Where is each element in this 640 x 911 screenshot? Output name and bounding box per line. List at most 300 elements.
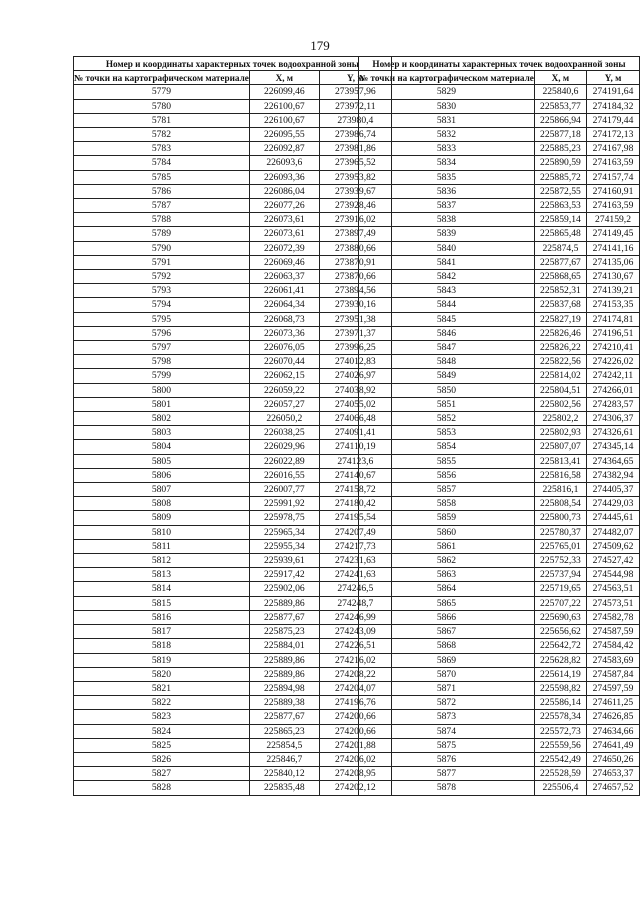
point-number-cell: 5803 — [74, 426, 250, 440]
point-number-cell: 5873 — [359, 710, 535, 724]
y-coordinate-cell: 274191,64 — [587, 85, 640, 99]
x-coordinate-cell: 225875,23 — [249, 625, 319, 639]
table-row — [359, 341, 640, 355]
point-number-cell: 5819 — [74, 653, 250, 667]
y-coordinate-cell: 274141,16 — [587, 241, 640, 255]
x-coordinate-cell: 225656,62 — [534, 625, 586, 639]
table-row — [74, 781, 392, 795]
point-number-cell: 5814 — [74, 582, 250, 596]
table-row — [74, 653, 392, 667]
y-coordinate-cell: 274326,61 — [587, 426, 640, 440]
table-row — [74, 142, 392, 156]
table-row — [74, 610, 392, 624]
x-coordinate-cell: 226057,27 — [249, 397, 319, 411]
x-coordinate-cell: 226076,05 — [249, 341, 319, 355]
y-coordinate-cell: 274184,32 — [587, 99, 640, 113]
y-coordinate-cell: 274626,85 — [587, 710, 640, 724]
y-coordinate-cell: 274634,66 — [587, 724, 640, 738]
y-coordinate-cell: 274283,57 — [587, 397, 640, 411]
table-row — [74, 625, 392, 639]
table-row — [359, 781, 640, 795]
y-coordinate-cell: 274653,37 — [587, 767, 640, 781]
x-coordinate-cell: 226068,73 — [249, 312, 319, 326]
y-coordinate-cell: 273953,82 — [319, 170, 391, 184]
table-row — [359, 312, 640, 326]
y-coordinate-cell: 274174,81 — [587, 312, 640, 326]
point-number-cell: 5870 — [359, 667, 535, 681]
point-number-cell: 5837 — [359, 199, 535, 213]
column-header-y: Y, м — [587, 71, 640, 85]
table-row — [359, 355, 640, 369]
y-coordinate-cell: 274208,22 — [319, 667, 391, 681]
y-coordinate-cell: 273870,66 — [319, 270, 391, 284]
table-row — [359, 767, 640, 781]
y-coordinate-cell: 273981,86 — [319, 142, 391, 156]
point-number-cell: 5862 — [359, 554, 535, 568]
x-coordinate-cell: 225572,73 — [534, 724, 586, 738]
y-coordinate-cell: 274200,66 — [319, 724, 391, 738]
table-row — [74, 767, 392, 781]
table-row — [74, 326, 392, 340]
table-row — [359, 127, 640, 141]
table-row — [74, 554, 392, 568]
x-coordinate-cell: 225614,19 — [534, 667, 586, 681]
y-coordinate-cell: 274216,02 — [319, 653, 391, 667]
x-coordinate-cell: 225853,77 — [534, 99, 586, 113]
point-number-cell: 5844 — [359, 298, 535, 312]
table-row — [359, 596, 640, 610]
point-number-cell: 5788 — [74, 213, 250, 227]
table-row — [359, 142, 640, 156]
point-number-cell: 5847 — [359, 341, 535, 355]
table-row — [74, 156, 392, 170]
table-row — [74, 596, 392, 610]
point-number-cell: 5849 — [359, 369, 535, 383]
y-coordinate-cell: 274382,94 — [587, 468, 640, 482]
point-number-cell: 5784 — [74, 156, 250, 170]
x-coordinate-cell: 225802,56 — [534, 397, 586, 411]
x-coordinate-cell: 225965,34 — [249, 525, 319, 539]
x-coordinate-cell: 225719,65 — [534, 582, 586, 596]
point-number-cell: 5829 — [359, 85, 535, 99]
y-coordinate-cell: 274429,03 — [587, 497, 640, 511]
point-number-cell: 5855 — [359, 454, 535, 468]
table-row — [74, 170, 392, 184]
table-row — [74, 667, 392, 681]
point-number-cell: 5871 — [359, 681, 535, 695]
y-coordinate-cell: 273980,4 — [319, 113, 391, 127]
point-number-cell: 5875 — [359, 738, 535, 752]
table-row — [74, 738, 392, 752]
y-coordinate-cell: 274012,83 — [319, 355, 391, 369]
table-row — [359, 284, 640, 298]
point-number-cell: 5878 — [359, 781, 535, 795]
table-row — [74, 227, 392, 241]
x-coordinate-cell: 225780,37 — [534, 525, 586, 539]
x-coordinate-cell: 225917,42 — [249, 568, 319, 582]
x-coordinate-cell: 225852,31 — [534, 284, 586, 298]
point-number-cell: 5866 — [359, 610, 535, 624]
point-number-cell: 5842 — [359, 270, 535, 284]
x-coordinate-cell: 226029,96 — [249, 440, 319, 454]
point-number-cell: 5807 — [74, 483, 250, 497]
y-coordinate-cell: 274091,41 — [319, 426, 391, 440]
x-coordinate-cell: 225840,6 — [534, 85, 586, 99]
x-coordinate-cell: 226059,22 — [249, 383, 319, 397]
point-number-cell: 5834 — [359, 156, 535, 170]
x-coordinate-cell: 225889,38 — [249, 696, 319, 710]
point-number-cell: 5868 — [359, 639, 535, 653]
point-number-cell: 5820 — [74, 667, 250, 681]
table-row — [359, 539, 640, 553]
x-coordinate-cell: 226073,36 — [249, 326, 319, 340]
table-row — [74, 497, 392, 511]
table-caption: Номер и координаты характерных точек водоохранной зоны — [74, 57, 392, 71]
x-coordinate-cell: 225690,63 — [534, 610, 586, 624]
x-coordinate-cell: 226007,77 — [249, 483, 319, 497]
table-row — [359, 241, 640, 255]
y-coordinate-cell: 274563,51 — [587, 582, 640, 596]
point-number-cell: 5831 — [359, 113, 535, 127]
table-row — [74, 752, 392, 766]
table-row — [359, 582, 640, 596]
table-row — [359, 625, 640, 639]
table-row — [359, 554, 640, 568]
x-coordinate-cell: 225846,7 — [249, 752, 319, 766]
point-number-cell: 5836 — [359, 184, 535, 198]
y-coordinate-cell: 274195,54 — [319, 511, 391, 525]
x-coordinate-cell: 225802,93 — [534, 426, 586, 440]
point-number-cell: 5830 — [359, 99, 535, 113]
table-row — [359, 724, 640, 738]
point-number-cell: 5815 — [74, 596, 250, 610]
point-number-cell: 5867 — [359, 625, 535, 639]
coordinates-table-right — [358, 56, 640, 796]
x-coordinate-cell: 225865,48 — [534, 227, 586, 241]
point-number-cell: 5792 — [74, 270, 250, 284]
x-coordinate-cell: 225598,82 — [534, 681, 586, 695]
x-coordinate-cell: 225885,72 — [534, 170, 586, 184]
x-coordinate-cell: 225889,86 — [249, 667, 319, 681]
point-number-cell: 5780 — [74, 99, 250, 113]
y-coordinate-cell: 274172,13 — [587, 127, 640, 141]
y-coordinate-cell: 273971,37 — [319, 326, 391, 340]
table-row — [74, 568, 392, 582]
x-coordinate-cell: 226100,67 — [249, 113, 319, 127]
y-coordinate-cell: 273957,96 — [319, 85, 391, 99]
x-coordinate-cell: 226093,6 — [249, 156, 319, 170]
table-row — [359, 326, 640, 340]
table-row — [359, 568, 640, 582]
table-row — [74, 454, 392, 468]
x-coordinate-cell: 225816,58 — [534, 468, 586, 482]
y-coordinate-cell: 274163,59 — [587, 199, 640, 213]
y-coordinate-cell: 273916,02 — [319, 213, 391, 227]
y-coordinate-cell: 273965,52 — [319, 156, 391, 170]
table-row — [359, 412, 640, 426]
table-caption: Номер и координаты характерных точек водоохранной зоны — [359, 57, 640, 71]
x-coordinate-cell: 225902,06 — [249, 582, 319, 596]
y-coordinate-cell: 274583,69 — [587, 653, 640, 667]
y-coordinate-cell: 274149,45 — [587, 227, 640, 241]
table-row — [74, 113, 392, 127]
x-coordinate-cell: 225889,86 — [249, 596, 319, 610]
point-number-cell: 5861 — [359, 539, 535, 553]
table-row — [74, 241, 392, 255]
point-number-cell: 5797 — [74, 341, 250, 355]
x-coordinate-cell: 226050,2 — [249, 412, 319, 426]
y-coordinate-cell: 274038,92 — [319, 383, 391, 397]
x-coordinate-cell: 225955,34 — [249, 539, 319, 553]
point-number-cell: 5850 — [359, 383, 535, 397]
point-number-cell: 5825 — [74, 738, 250, 752]
point-number-cell: 5798 — [74, 355, 250, 369]
y-coordinate-cell: 274180,42 — [319, 497, 391, 511]
point-number-cell: 5859 — [359, 511, 535, 525]
point-number-cell: 5795 — [74, 312, 250, 326]
point-number-cell: 5851 — [359, 397, 535, 411]
column-header-point: № точки на картографическом материале — [74, 71, 250, 85]
y-coordinate-cell: 273870,91 — [319, 255, 391, 269]
x-coordinate-cell: 226073,61 — [249, 213, 319, 227]
point-number-cell: 5828 — [74, 781, 250, 795]
table-row — [74, 270, 392, 284]
y-coordinate-cell: 274140,67 — [319, 468, 391, 482]
table-row — [74, 468, 392, 482]
table-row — [359, 113, 640, 127]
point-number-cell: 5856 — [359, 468, 535, 482]
table-row — [359, 738, 640, 752]
y-coordinate-cell: 274066,48 — [319, 412, 391, 426]
y-coordinate-cell: 274179,44 — [587, 113, 640, 127]
y-coordinate-cell: 274573,51 — [587, 596, 640, 610]
x-coordinate-cell: 225807,07 — [534, 440, 586, 454]
point-number-cell: 5818 — [74, 639, 250, 653]
y-coordinate-cell: 274246,5 — [319, 582, 391, 596]
table-row — [74, 213, 392, 227]
point-number-cell: 5787 — [74, 199, 250, 213]
point-number-cell: 5827 — [74, 767, 250, 781]
y-coordinate-cell: 274582,78 — [587, 610, 640, 624]
point-number-cell: 5840 — [359, 241, 535, 255]
x-coordinate-cell: 225877,67 — [534, 255, 586, 269]
x-coordinate-cell: 226064,34 — [249, 298, 319, 312]
y-coordinate-cell: 274139,21 — [587, 284, 640, 298]
y-coordinate-cell: 274226,02 — [587, 355, 640, 369]
table-body-left — [74, 85, 392, 795]
y-coordinate-cell: 274123,6 — [319, 454, 391, 468]
x-coordinate-cell: 225737,94 — [534, 568, 586, 582]
table-row — [359, 99, 640, 113]
point-number-cell: 5812 — [74, 554, 250, 568]
x-coordinate-cell: 226092,87 — [249, 142, 319, 156]
point-number-cell: 5853 — [359, 426, 535, 440]
y-coordinate-cell: 274364,65 — [587, 454, 640, 468]
point-number-cell: 5790 — [74, 241, 250, 255]
x-coordinate-cell: 225752,33 — [534, 554, 586, 568]
point-number-cell: 5863 — [359, 568, 535, 582]
point-number-cell: 5860 — [359, 525, 535, 539]
table-row — [74, 483, 392, 497]
point-number-cell: 5822 — [74, 696, 250, 710]
point-number-cell: 5843 — [359, 284, 535, 298]
point-number-cell: 5821 — [74, 681, 250, 695]
point-number-cell: 5823 — [74, 710, 250, 724]
table-row — [359, 170, 640, 184]
table-row — [359, 454, 640, 468]
column-header-x: X, м — [534, 71, 586, 85]
table-row — [359, 710, 640, 724]
point-number-cell: 5846 — [359, 326, 535, 340]
y-coordinate-cell: 273897,49 — [319, 227, 391, 241]
x-coordinate-cell: 226077,26 — [249, 199, 319, 213]
table-row — [74, 525, 392, 539]
table-row — [359, 85, 640, 99]
x-coordinate-cell: 226038,25 — [249, 426, 319, 440]
table-row — [74, 85, 392, 99]
point-number-cell: 5854 — [359, 440, 535, 454]
y-coordinate-cell: 274587,59 — [587, 625, 640, 639]
point-number-cell: 5793 — [74, 284, 250, 298]
y-coordinate-cell: 273939,67 — [319, 184, 391, 198]
y-coordinate-cell: 274202,12 — [319, 781, 391, 795]
x-coordinate-cell: 225885,23 — [534, 142, 586, 156]
column-header-point: № точки на картографическом материале — [359, 71, 535, 85]
x-coordinate-cell: 225816,1 — [534, 483, 586, 497]
x-coordinate-cell: 225868,65 — [534, 270, 586, 284]
point-number-cell: 5833 — [359, 142, 535, 156]
table-row — [359, 483, 640, 497]
table-row — [359, 383, 640, 397]
x-coordinate-cell: 225542,49 — [534, 752, 586, 766]
y-coordinate-cell: 274306,37 — [587, 412, 640, 426]
point-number-cell: 5800 — [74, 383, 250, 397]
y-coordinate-cell: 274153,35 — [587, 298, 640, 312]
y-coordinate-cell: 274657,52 — [587, 781, 640, 795]
y-coordinate-cell: 274217,73 — [319, 539, 391, 553]
y-coordinate-cell: 274587,84 — [587, 667, 640, 681]
table-row — [359, 213, 640, 227]
point-number-cell: 5813 — [74, 568, 250, 582]
y-coordinate-cell: 274130,67 — [587, 270, 640, 284]
x-coordinate-cell: 225642,72 — [534, 639, 586, 653]
table-row — [359, 298, 640, 312]
y-coordinate-cell: 274210,41 — [587, 341, 640, 355]
point-number-cell: 5808 — [74, 497, 250, 511]
table-row — [74, 369, 392, 383]
table-row — [74, 724, 392, 738]
table-row — [74, 184, 392, 198]
table-row — [74, 681, 392, 695]
table-row — [359, 525, 640, 539]
x-coordinate-cell: 225978,75 — [249, 511, 319, 525]
table-row — [74, 99, 392, 113]
point-number-cell: 5802 — [74, 412, 250, 426]
x-coordinate-cell: 226093,36 — [249, 170, 319, 184]
point-number-cell: 5791 — [74, 255, 250, 269]
point-number-cell: 5785 — [74, 170, 250, 184]
x-coordinate-cell: 225826,22 — [534, 341, 586, 355]
table-row — [359, 752, 640, 766]
table-row — [359, 653, 640, 667]
y-coordinate-cell: 274246,99 — [319, 610, 391, 624]
x-coordinate-cell: 225866,94 — [534, 113, 586, 127]
table-row — [74, 284, 392, 298]
x-coordinate-cell: 226061,41 — [249, 284, 319, 298]
table-row — [74, 639, 392, 653]
column-header-y: Y, м — [319, 71, 391, 85]
x-coordinate-cell: 225827,19 — [534, 312, 586, 326]
table-row — [359, 397, 640, 411]
table-row — [359, 497, 640, 511]
y-coordinate-cell: 274611,25 — [587, 696, 640, 710]
x-coordinate-cell: 226070,44 — [249, 355, 319, 369]
point-number-cell: 5835 — [359, 170, 535, 184]
table-row — [359, 184, 640, 198]
point-number-cell: 5781 — [74, 113, 250, 127]
y-coordinate-cell: 274206,02 — [319, 752, 391, 766]
y-coordinate-cell: 273996,25 — [319, 341, 391, 355]
x-coordinate-cell: 225528,59 — [534, 767, 586, 781]
table-row — [74, 298, 392, 312]
point-number-cell: 5841 — [359, 255, 535, 269]
coordinates-table-left — [73, 56, 392, 796]
x-coordinate-cell: 225840,12 — [249, 767, 319, 781]
table-row — [74, 312, 392, 326]
y-coordinate-cell: 273972,11 — [319, 99, 391, 113]
point-number-cell: 5857 — [359, 483, 535, 497]
table-row — [74, 355, 392, 369]
table-row — [359, 369, 640, 383]
point-number-cell: 5865 — [359, 596, 535, 610]
point-number-cell: 5796 — [74, 326, 250, 340]
table-row — [74, 255, 392, 269]
x-coordinate-cell: 225559,56 — [534, 738, 586, 752]
y-coordinate-cell: 274242,11 — [587, 369, 640, 383]
table-row — [74, 127, 392, 141]
y-coordinate-cell: 273951,38 — [319, 312, 391, 326]
y-coordinate-cell: 274167,98 — [587, 142, 640, 156]
y-coordinate-cell: 274445,61 — [587, 511, 640, 525]
point-number-cell: 5805 — [74, 454, 250, 468]
point-number-cell: 5864 — [359, 582, 535, 596]
y-coordinate-cell: 274055,02 — [319, 397, 391, 411]
table-row — [74, 412, 392, 426]
table-row — [359, 255, 640, 269]
x-coordinate-cell: 225865,23 — [249, 724, 319, 738]
table-row — [359, 426, 640, 440]
table-row — [74, 426, 392, 440]
x-coordinate-cell: 225859,14 — [534, 213, 586, 227]
point-number-cell: 5804 — [74, 440, 250, 454]
point-number-cell: 5869 — [359, 653, 535, 667]
point-number-cell: 5874 — [359, 724, 535, 738]
point-number-cell: 5826 — [74, 752, 250, 766]
x-coordinate-cell: 225822,56 — [534, 355, 586, 369]
point-number-cell: 5806 — [74, 468, 250, 482]
y-coordinate-cell: 274208,95 — [319, 767, 391, 781]
y-coordinate-cell: 274241,63 — [319, 568, 391, 582]
x-coordinate-cell: 225837,68 — [534, 298, 586, 312]
y-coordinate-cell: 273894,56 — [319, 284, 391, 298]
y-coordinate-cell: 274158,72 — [319, 483, 391, 497]
x-coordinate-cell: 225874,5 — [534, 241, 586, 255]
table-row — [74, 440, 392, 454]
point-number-cell: 5809 — [74, 511, 250, 525]
y-coordinate-cell: 274544,98 — [587, 568, 640, 582]
table-row — [74, 199, 392, 213]
x-coordinate-cell: 226016,55 — [249, 468, 319, 482]
